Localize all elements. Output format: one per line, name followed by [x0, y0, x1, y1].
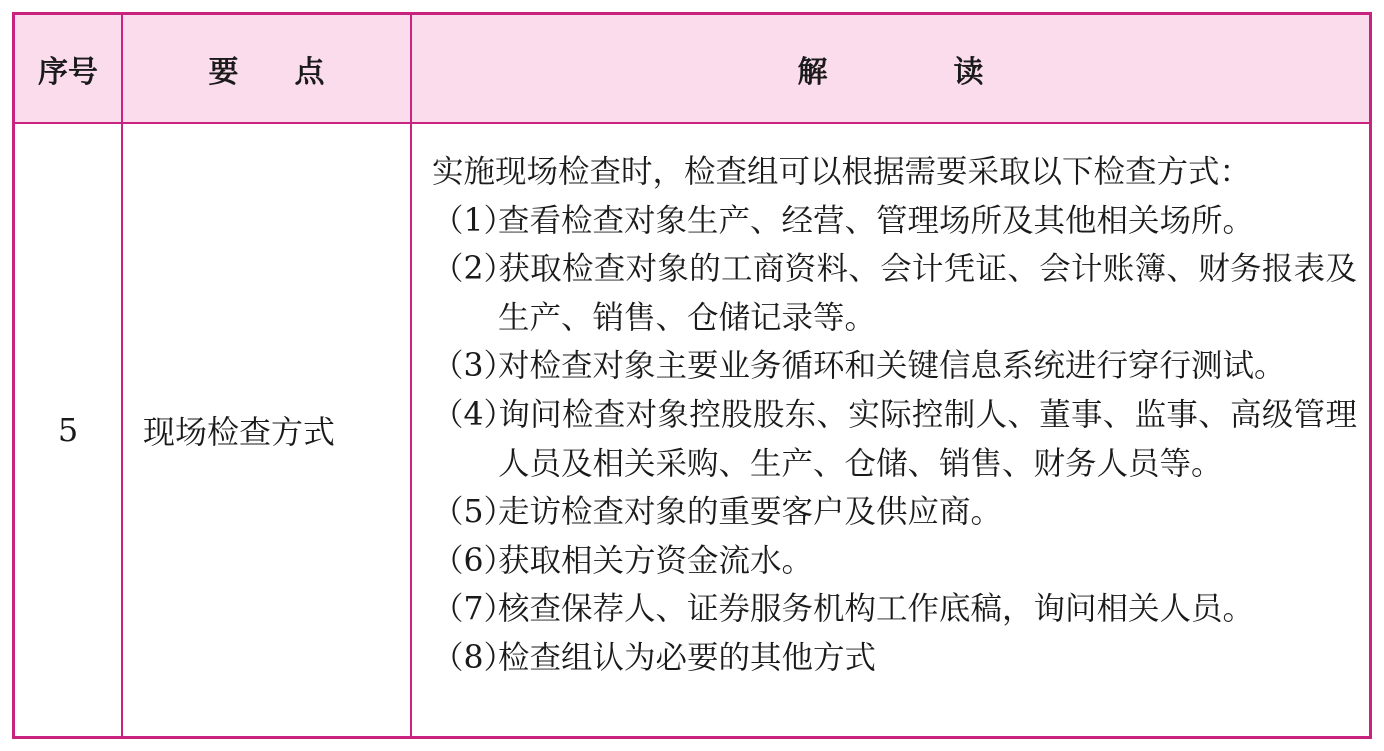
header-serial-number: 序号	[38, 54, 98, 90]
list-item-text: 查看检查对象生产、经营、管理场所及其他相关场所。	[498, 202, 1255, 239]
list-item-text: 核查保荐人、证券服务机构工作底稿，询问相关人员。	[498, 591, 1255, 628]
list-item-number: （1）	[432, 202, 516, 239]
list-item	[432, 245, 1357, 342]
list-item-number: （3）	[432, 348, 516, 385]
inspection-table	[12, 12, 1372, 739]
cell-key-point: 现场检查方式	[143, 413, 336, 451]
list-item-number: （4）	[432, 396, 516, 433]
list-item-number: （5）	[432, 494, 516, 531]
list-item	[432, 197, 1357, 246]
list-item-number: （8）	[432, 639, 516, 676]
list-item	[432, 391, 1357, 488]
list-item-text: 对检查对象主要业务循环和关键信息系统进行穿行测试。	[498, 348, 1286, 385]
header-key-point: 要点	[208, 54, 381, 90]
header-interpretation: 解读	[797, 54, 1110, 90]
list-item-text: 获取相关方资金流水。	[498, 542, 814, 579]
list-item	[432, 537, 1357, 586]
list-item	[432, 634, 1357, 683]
list-item-text: 检查组认为必要的其他方式	[498, 639, 877, 676]
cell-interpretation	[412, 124, 1369, 736]
list-item-number: （6）	[432, 542, 516, 579]
list-item-number: （7）	[432, 591, 516, 628]
list-item-number: （2）	[432, 251, 516, 288]
list-item-text: 走访检查对象的重要客户及供应商。	[498, 494, 1003, 531]
list-item-text: 获取检查对象的工商资料、会计凭证、会计账簿、财务报表及生产、销售、仓储记录等。	[498, 251, 1357, 336]
list-item	[432, 342, 1357, 391]
list-item	[432, 585, 1357, 634]
list-item-text: 询问检查对象控股股东、实际控制人、董事、监事、高级管理人员及相关采购、生产、仓储、销售、财务人员等。	[498, 396, 1357, 482]
list-item	[432, 488, 1357, 537]
interpretation-intro: 实施现场检查时，检查组可以根据需要采取以下检查方式：	[432, 154, 1252, 190]
cell-serial-number: 5	[57, 411, 79, 449]
